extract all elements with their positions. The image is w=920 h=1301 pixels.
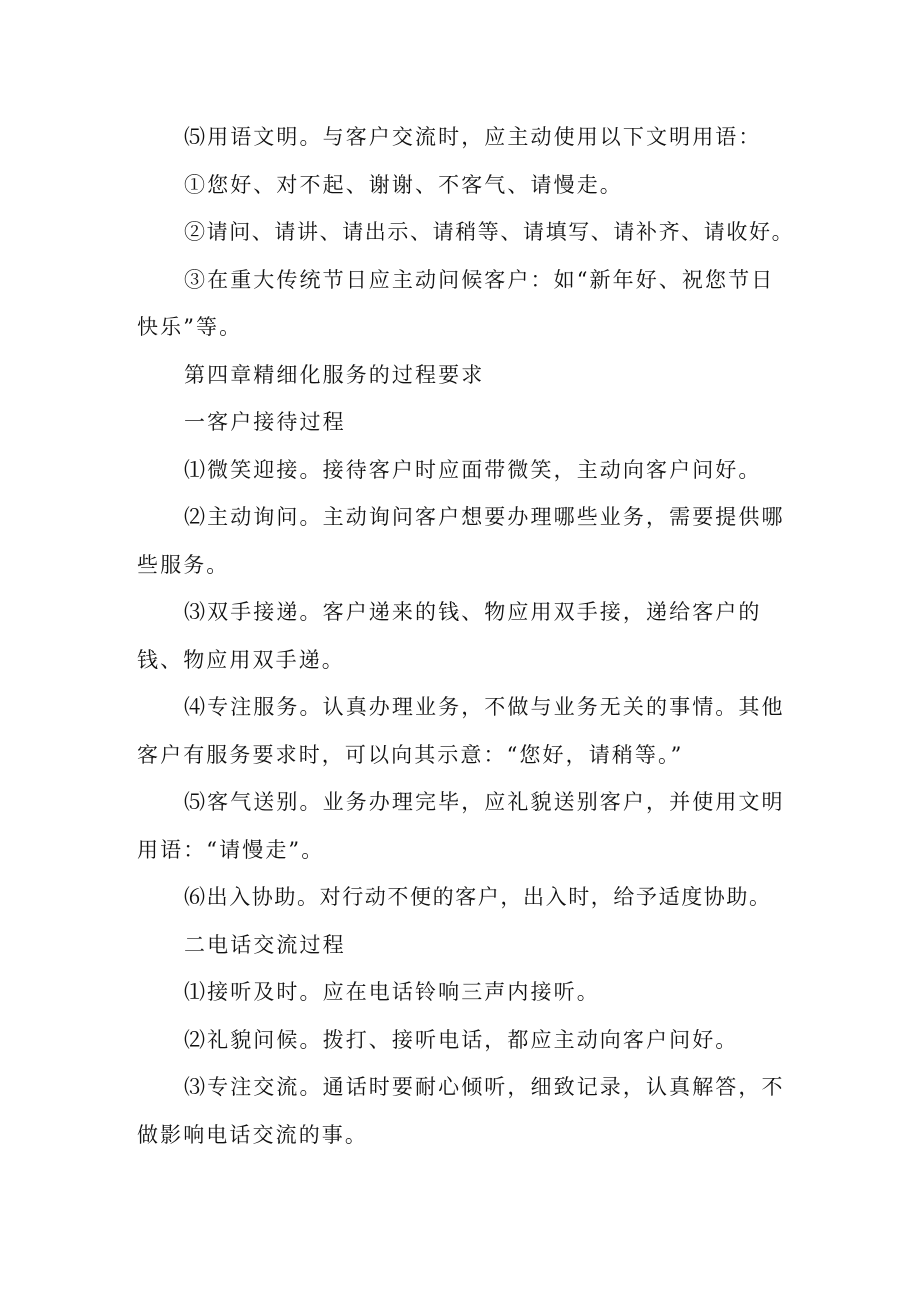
paragraph-entry-assistance: ⑹出入协助。对行动不便的客户，出入时，给予适度协助。 [184, 885, 772, 909]
paragraph-polite-farewell: ⑸客气送别。业务办理完毕，应礼貌送别客户，并使用文明用语：“请慢走”。 [137, 790, 785, 862]
chapter-heading: 第四章精细化服务的过程要求 [184, 362, 485, 387]
paragraph-greetings-list-1: ①您好、对不起、谢谢、不客气、请慢走。 [184, 172, 623, 197]
document-body [137, 114, 795, 1159]
paragraph-civil-language: ⑸用语文明。与客户交流时，应主动使用以下文明用语： [184, 125, 762, 149]
paragraph-holiday-greetings: ③在重大传统节日应主动问候客户：如“新年好、祝您节日快乐”等。 [137, 267, 775, 339]
paragraph-greetings-list-2: ②请问、请讲、请出示、请稍等、请填写、请补齐、请收好。 [184, 220, 795, 244]
paragraph-focused-communication: ⑶专注交流。通话时要耐心倾听，细致记录，认真解答，不做影响电话交流的事。 [137, 1075, 785, 1147]
paragraph-prompt-answer: ⑴接听及时。应在电话铃响三声内接听。 [184, 980, 600, 1004]
section-heading-reception: 一客户接待过程 [184, 410, 346, 434]
paragraph-focused-service: ⑷专注服务。认真办理业务，不做与业务无关的事情。其他客户有服务要求时，可以向其示意：“您好，请稍等。” [137, 695, 785, 767]
paragraph-polite-greeting: ⑵礼貌问候。拨打、接听电话，都应主动向客户问好。 [184, 1027, 739, 1052]
paragraph-active-inquiry: ⑵主动询问。主动询问客户想要办理哪些业务，需要提供哪些服务。 [137, 505, 785, 577]
section-heading-phone: 二电话交流过程 [184, 932, 346, 957]
paragraph-smile-welcome: ⑴微笑迎接。接待客户时应面带微笑，主动向客户问好。 [184, 457, 762, 482]
paragraph-two-hand-exchange: ⑶双手接递。客户递来的钱、物应用双手接，递给客户的钱、物应用双手递。 [137, 600, 762, 672]
